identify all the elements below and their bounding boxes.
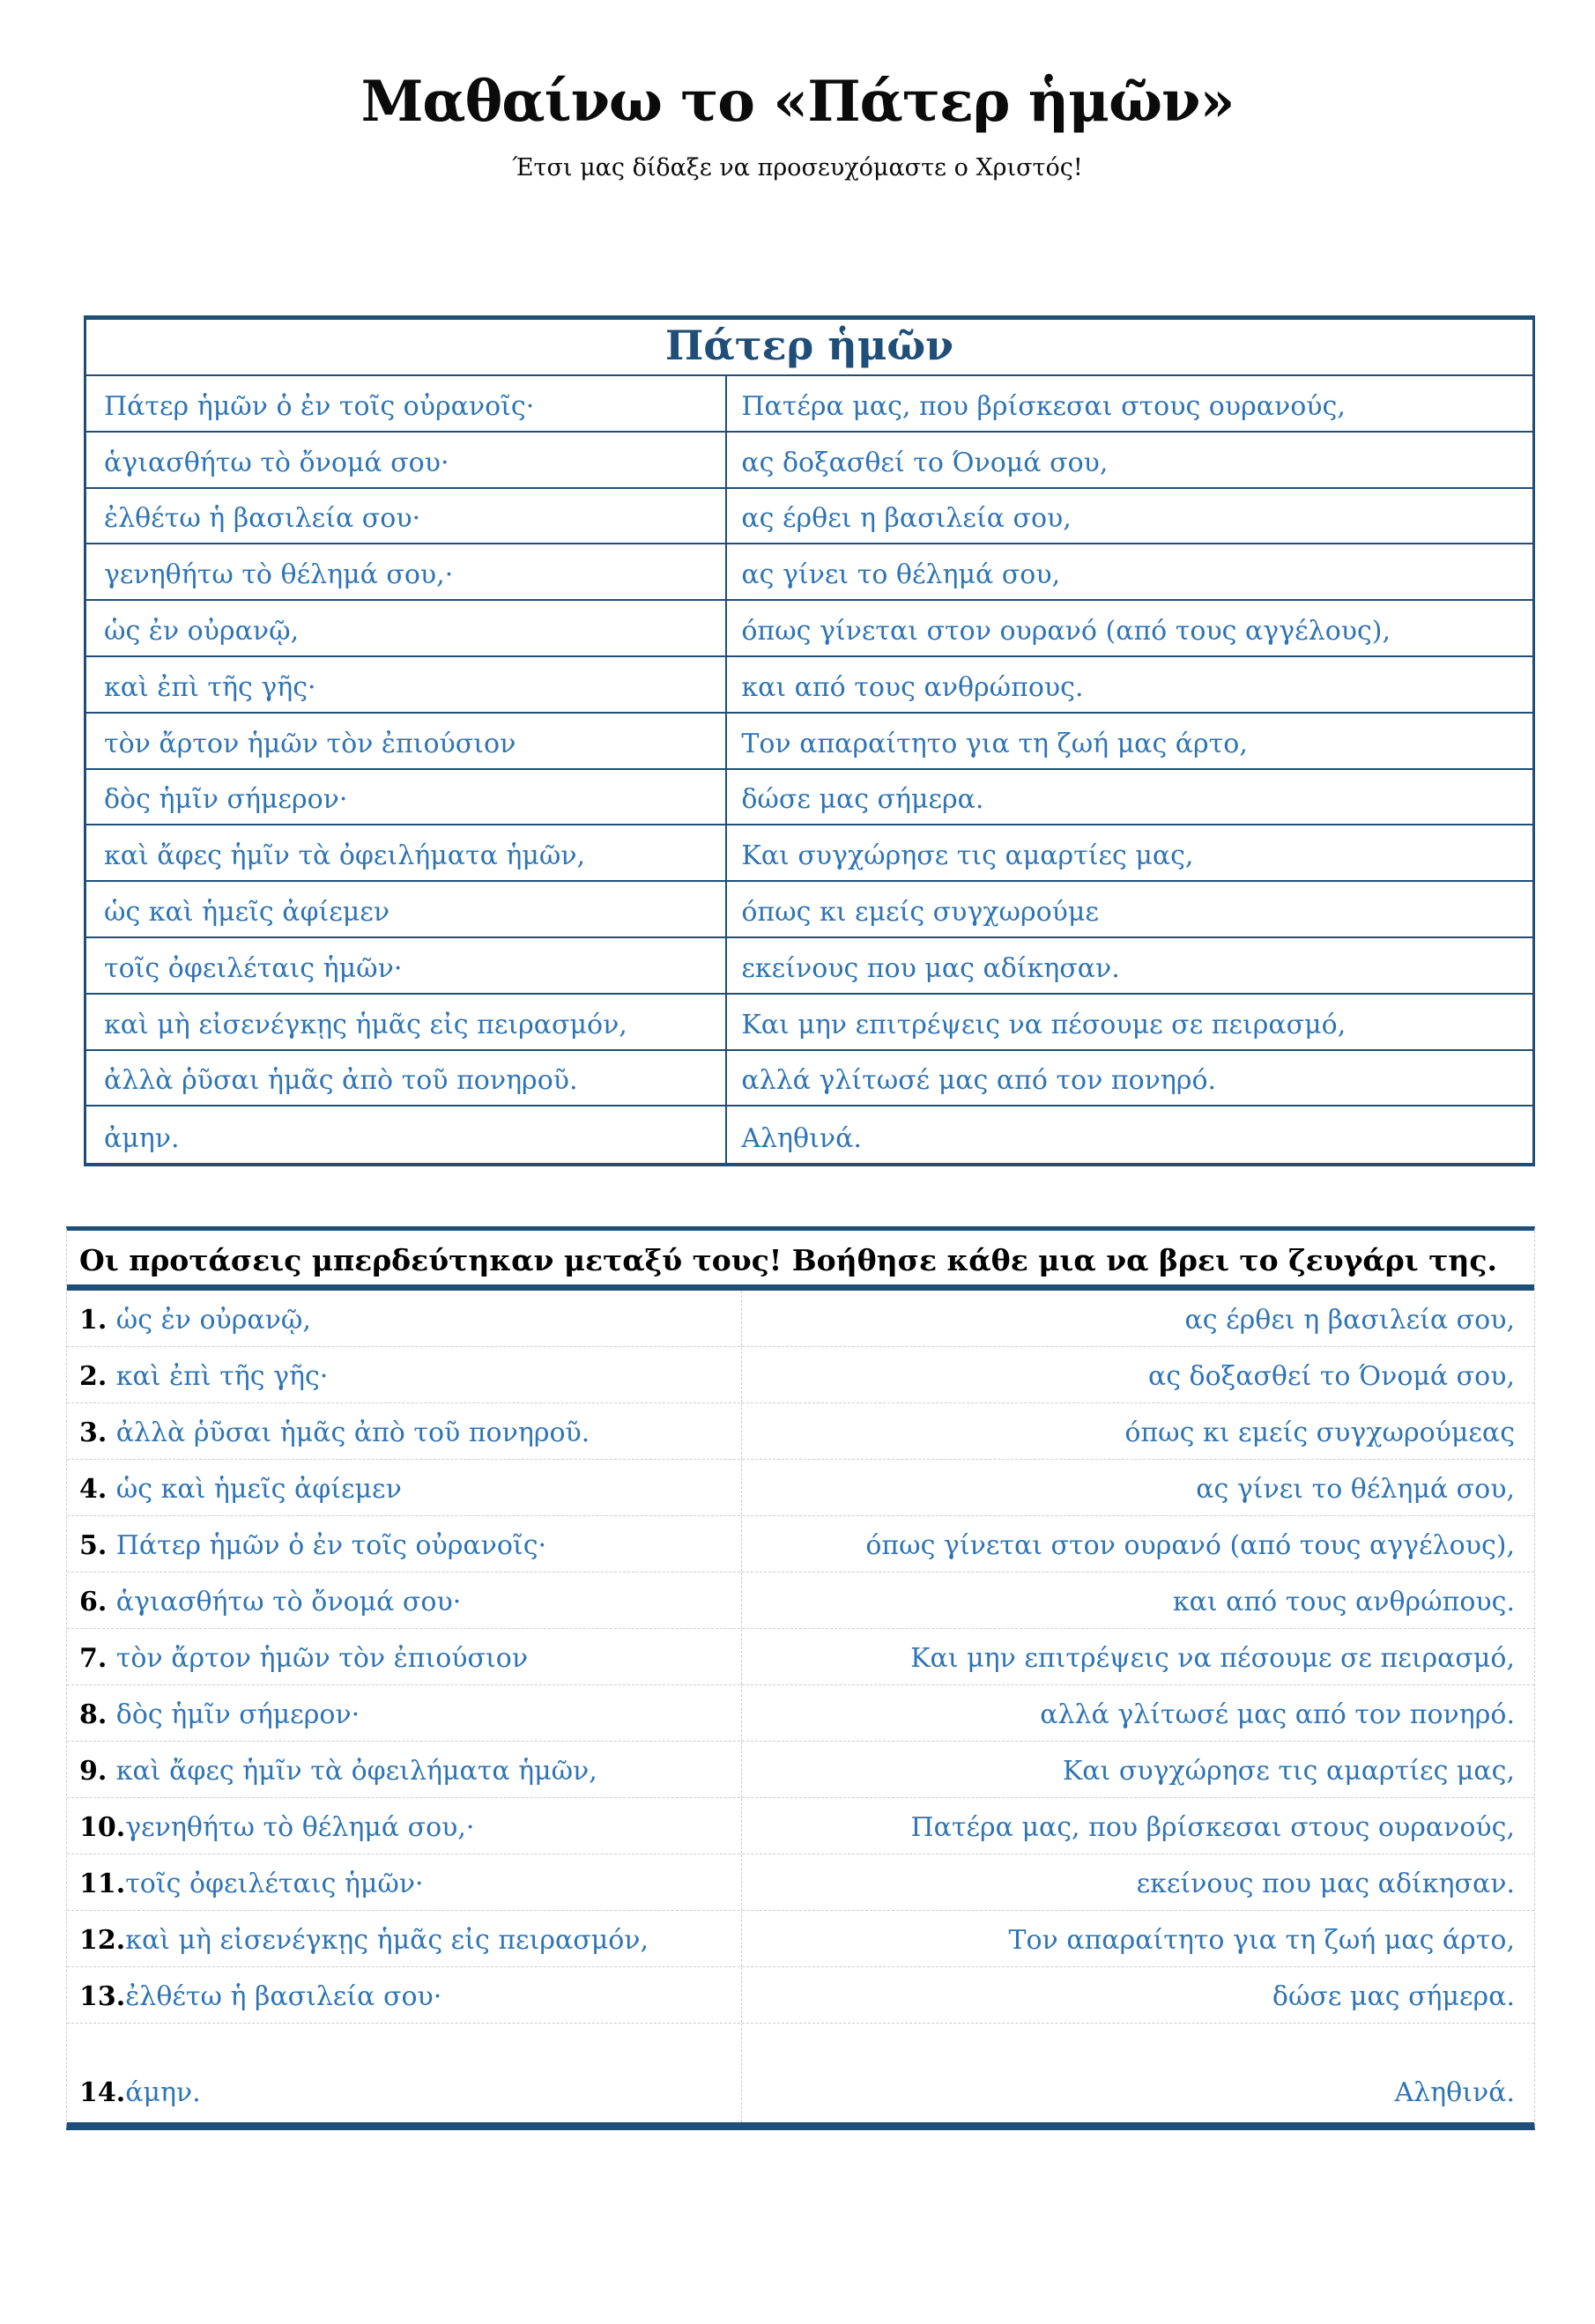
prayer-modern-greek-cell: όπως κι εμείς συγχωρούμε [741, 896, 1099, 928]
matching-left-cell [67, 1854, 742, 1910]
matching-ancient-greek-text: Πάτερ ἡμῶν ὁ ἐν τοῖς οὐρανοῖς· [115, 1529, 547, 1561]
matching-modern-greek-cell: όπως γίνεται στον ουρανό (από τους αγγέλους), [865, 1529, 1515, 1561]
matching-row [67, 1742, 1534, 1798]
matching-left-cell [67, 1742, 742, 1797]
prayer-row [86, 714, 1532, 770]
prayer-modern-greek-cell: Αληθινά. [741, 1123, 862, 1155]
prayer-modern-greek-cell: ας έρθει η βασιλεία σου, [741, 503, 1072, 535]
prayer-ancient-greek-cell: ὡς ἐν οὐρανῷ, [86, 601, 727, 655]
matching-left-cell [67, 1291, 742, 1346]
matching-ancient-greek-text: ὡς ἐν οὐρανῷ, [115, 1304, 311, 1336]
prayer-row [86, 601, 1532, 657]
prayer-ancient-greek-cell: δὸς ἡμῖν σήμερον· [86, 770, 727, 825]
matching-modern-greek-cell: Τον απαραίτητο για τη ζωή μας άρτο, [1008, 1924, 1515, 1956]
matching-row [67, 1460, 1534, 1516]
prayer-modern-greek-cell: ας γίνει το θέλημά σου, [741, 559, 1061, 591]
page-subtitle: Έτσι μας δίδαξε να προσευχόμαστε ο Χριστός! [512, 154, 1083, 181]
matching-ancient-greek-text: καὶ μὴ εἰσενέγκῃς ἡμᾶς εἰς πειρασμόν, [125, 1924, 649, 1956]
matching-row [67, 1911, 1534, 1967]
matching-left-cell [67, 1403, 742, 1459]
matching-left-cell [67, 1347, 742, 1403]
matching-ancient-greek-text: ἁγιασθήτω τὸ ὄνομά σου· [115, 1586, 462, 1617]
matching-left-cell [67, 1798, 742, 1854]
prayer-ancient-greek-cell: καὶ ἄφες ἡμῖν τὰ ὀφειλήματα ἡμῶν, [86, 825, 727, 880]
matching-row [67, 1854, 1534, 1911]
matching-item-number: 10. [79, 1811, 126, 1843]
matching-row [67, 1629, 1534, 1685]
prayer-ancient-greek-cell: ἀμην. [86, 1106, 727, 1163]
matching-ancient-greek-text: καὶ ἄφες ἡμῖν τὰ ὀφειλήματα ἡμῶν, [115, 1755, 597, 1787]
prayer-modern-greek-cell: εκείνους που μας αδίκησαν. [741, 952, 1120, 984]
matching-modern-greek-cell: και από τους ανθρώπους. [1172, 1586, 1515, 1617]
matching-item-number: 9. [79, 1755, 116, 1787]
prayer-ancient-greek-cell: τὸν ἄρτον ἡμῶν τὸν ἐπιούσιον [86, 714, 727, 768]
prayer-ancient-greek-cell: τοῖς ὀφειλέταις ἡμῶν· [86, 938, 727, 993]
matching-item-number: 4. [79, 1473, 116, 1505]
prayer-modern-greek-cell: και από τους ανθρώπους. [741, 671, 1084, 703]
matching-modern-greek-cell: ας δοξασθεί το Όνομά σου, [1147, 1360, 1515, 1392]
matching-item-number: 12. [79, 1924, 126, 1956]
prayer-row [86, 882, 1532, 938]
matching-left-cell [67, 2024, 742, 2122]
matching-rows [67, 1291, 1534, 2122]
prayer-modern-greek-cell: Και συγχώρησε τις αμαρτίες μας, [741, 840, 1194, 872]
matching-item-number: 13. [79, 1980, 126, 2012]
prayer-table-rows [86, 376, 1532, 1163]
matching-left-cell [67, 1516, 742, 1572]
prayer-modern-greek-cell: ας δοξασθεί το Όνομά σου, [741, 447, 1109, 478]
prayer-row [86, 1106, 1532, 1163]
matching-row [67, 1516, 1534, 1573]
matching-ancient-greek-text: γενηθήτω τὸ θέλημά σου,· [125, 1811, 475, 1843]
matching-item-number: 3. [79, 1417, 116, 1448]
prayer-modern-greek-cell: δώσε μας σήμερα. [741, 784, 984, 816]
matching-row [67, 1573, 1534, 1629]
prayer-ancient-greek-cell: ἀλλὰ ῥῦσαι ἡμᾶς ἀπὸ τοῦ πονηροῦ. [86, 1051, 727, 1106]
prayer-row [86, 376, 1532, 433]
matching-item-number: 6. [79, 1586, 116, 1617]
prayer-row [86, 433, 1532, 489]
matching-ancient-greek-text: ὡς καὶ ἡμεῖς ἀφίεμεν [115, 1473, 402, 1505]
matching-row [67, 1798, 1534, 1854]
prayer-ancient-greek-cell: καὶ μὴ εἰσενέγκῃς ἡμᾶς εἰς πειρασμόν, [86, 995, 727, 1049]
prayer-ancient-greek-cell: καὶ ἐπὶ τῆς γῆς· [86, 657, 727, 712]
prayer-row [86, 544, 1532, 601]
matching-row [67, 2024, 1534, 2122]
matching-row [67, 1347, 1534, 1403]
prayer-modern-greek-cell: Πατέρα μας, που βρίσκεσαι στους ουρανούς, [741, 390, 1346, 422]
matching-item-number: 7. [79, 1642, 116, 1674]
matching-left-cell [67, 1685, 742, 1741]
matching-ancient-greek-text: τὸν ἄρτον ἡμῶν τὸν ἐπιούσιον [115, 1642, 529, 1674]
prayer-row [86, 1051, 1532, 1107]
matching-modern-greek-cell: ας έρθει η βασιλεία σου, [1184, 1304, 1515, 1336]
prayer-ancient-greek-cell: γενηθήτω τὸ θέλημά σου,· [86, 544, 727, 599]
matching-left-cell [67, 1911, 742, 1966]
matching-item-number: 2. [79, 1360, 116, 1392]
matching-modern-greek-cell: όπως κι εμείς συγχωρούμεας [1124, 1417, 1515, 1448]
matching-left-cell [67, 1629, 742, 1684]
matching-instruction: Οι προτάσεις μπερδεύτηκαν μεταξύ τους! Βοήθησε κάθε μια να βρει το ζευγάρι της. [67, 1231, 1534, 1291]
prayer-table-title: Πάτερ ἡμῶν [86, 320, 1532, 376]
prayer-modern-greek-cell: όπως γίνεται στον ουρανό (από τους αγγέλους), [741, 615, 1391, 647]
matching-modern-greek-cell: ας γίνει το θέλημά σου, [1196, 1473, 1515, 1505]
prayer-row [86, 995, 1532, 1051]
prayer-row [86, 770, 1532, 826]
matching-left-cell [67, 1460, 742, 1515]
prayer-ancient-greek-cell: Πάτερ ἡμῶν ὁ ἐν τοῖς οὐρανοῖς· [86, 376, 727, 431]
matching-ancient-greek-text: καὶ ἐπὶ τῆς γῆς· [115, 1360, 329, 1392]
matching-item-number: 1. [79, 1304, 116, 1336]
matching-exercise-table [66, 1226, 1535, 2130]
matching-ancient-greek-text: ἀλλὰ ῥῦσαι ἡμᾶς ἀπὸ τοῦ πονηροῦ. [115, 1417, 590, 1448]
matching-row [67, 1967, 1534, 2024]
prayer-ancient-greek-cell: ἁγιασθήτω τὸ ὄνομά σου· [86, 433, 727, 487]
matching-ancient-greek-text: τοῖς ὀφειλέταις ἡμῶν· [125, 1868, 424, 1899]
matching-item-number: 5. [79, 1529, 116, 1561]
matching-modern-greek-cell: Αληθινά. [1394, 2076, 1515, 2108]
matching-ancient-greek-text: άμην. [125, 2076, 201, 2108]
matching-modern-greek-cell: Και συγχώρησε τις αμαρτίες μας, [1062, 1755, 1515, 1787]
prayer-ancient-greek-cell: ἐλθέτω ἡ βασιλεία σου· [86, 489, 727, 544]
matching-item-number: 14. [79, 2076, 126, 2108]
matching-modern-greek-cell: εκείνους που μας αδίκησαν. [1136, 1868, 1515, 1899]
matching-ancient-greek-text: ἐλθέτω ἡ βασιλεία σου· [125, 1980, 442, 2012]
prayer-ancient-greek-cell: ὡς καὶ ἡμεῖς ἀφίεμεν [86, 882, 727, 936]
page-title: Μαθαίνω το «Πάτερ ἡμῶν» [360, 69, 1235, 135]
matching-modern-greek-cell: Πατέρα μας, που βρίσκεσαι στους ουρανούς, [910, 1811, 1515, 1843]
matching-row [67, 1685, 1534, 1742]
matching-row [67, 1291, 1534, 1347]
prayer-table [84, 315, 1535, 1166]
matching-item-number: 8. [79, 1699, 116, 1730]
prayer-modern-greek-cell: Τον απαραίτητο για τη ζωή μας άρτο, [741, 728, 1248, 759]
matching-modern-greek-cell: δώσε μας σήμερα. [1272, 1980, 1515, 2012]
matching-row [67, 1403, 1534, 1460]
matching-left-cell [67, 1573, 742, 1628]
matching-left-cell [67, 1967, 742, 2023]
prayer-row [86, 657, 1532, 714]
matching-ancient-greek-text: δὸς ἡμῖν σήμερον· [115, 1699, 360, 1730]
matching-item-number: 11. [79, 1868, 126, 1899]
prayer-modern-greek-cell: Και μην επιτρέψεις να πέσουμε σε πειρασμό, [741, 1009, 1346, 1040]
prayer-modern-greek-cell: αλλά γλίτωσέ μας από τον πονηρό. [741, 1065, 1217, 1097]
matching-modern-greek-cell: αλλά γλίτωσέ μας από τον πονηρό. [1040, 1699, 1515, 1730]
matching-modern-greek-cell: Και μην επιτρέψεις να πέσουμε σε πειρασμό, [910, 1642, 1515, 1674]
prayer-row [86, 825, 1532, 882]
prayer-row [86, 489, 1532, 545]
prayer-row [86, 938, 1532, 995]
